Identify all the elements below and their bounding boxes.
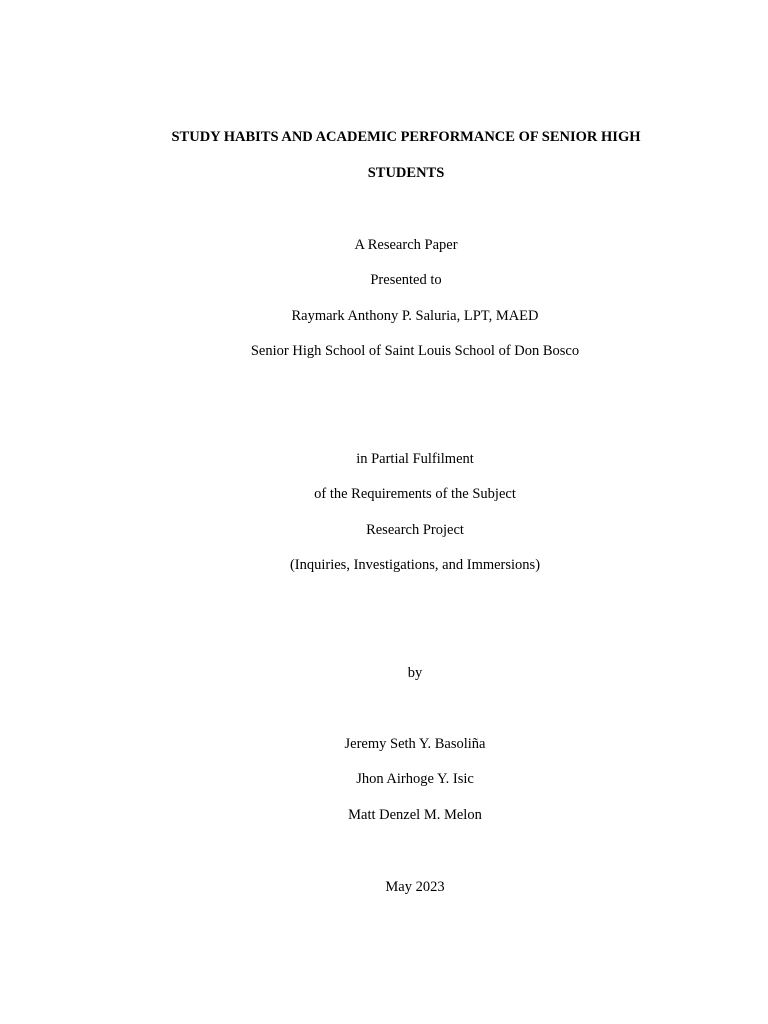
fulfilment-line-1: in Partial Fulfilment <box>356 451 474 467</box>
paper-type: A Research Paper <box>354 237 458 253</box>
author-name: Jeremy Seth Y. Basoliña <box>344 736 486 752</box>
subject-name: Research Project <box>366 522 464 538</box>
title-line-1: STUDY HABITS AND ACADEMIC PERFORMANCE OF SENIOR HIGH <box>171 129 641 145</box>
subject-detail: (Inquiries, Investigations, and Immersions) <box>289 557 541 573</box>
by-label: by <box>407 665 423 681</box>
submission-date: May 2023 <box>385 879 445 895</box>
fulfilment-line-2: of the Requirements of the Subject <box>314 486 516 502</box>
author-name: Jhon Airhoge Y. Isic <box>356 771 474 787</box>
title-line-2: STUDENTS <box>367 165 445 181</box>
school-name: Senior High School of Saint Louis School of Don Bosco <box>250 343 580 359</box>
author-name: Matt Denzel M. Melon <box>348 807 482 823</box>
adviser-name: Raymark Anthony P. Saluria, LPT, MAED <box>291 308 539 324</box>
presented-to-label: Presented to <box>370 272 442 288</box>
